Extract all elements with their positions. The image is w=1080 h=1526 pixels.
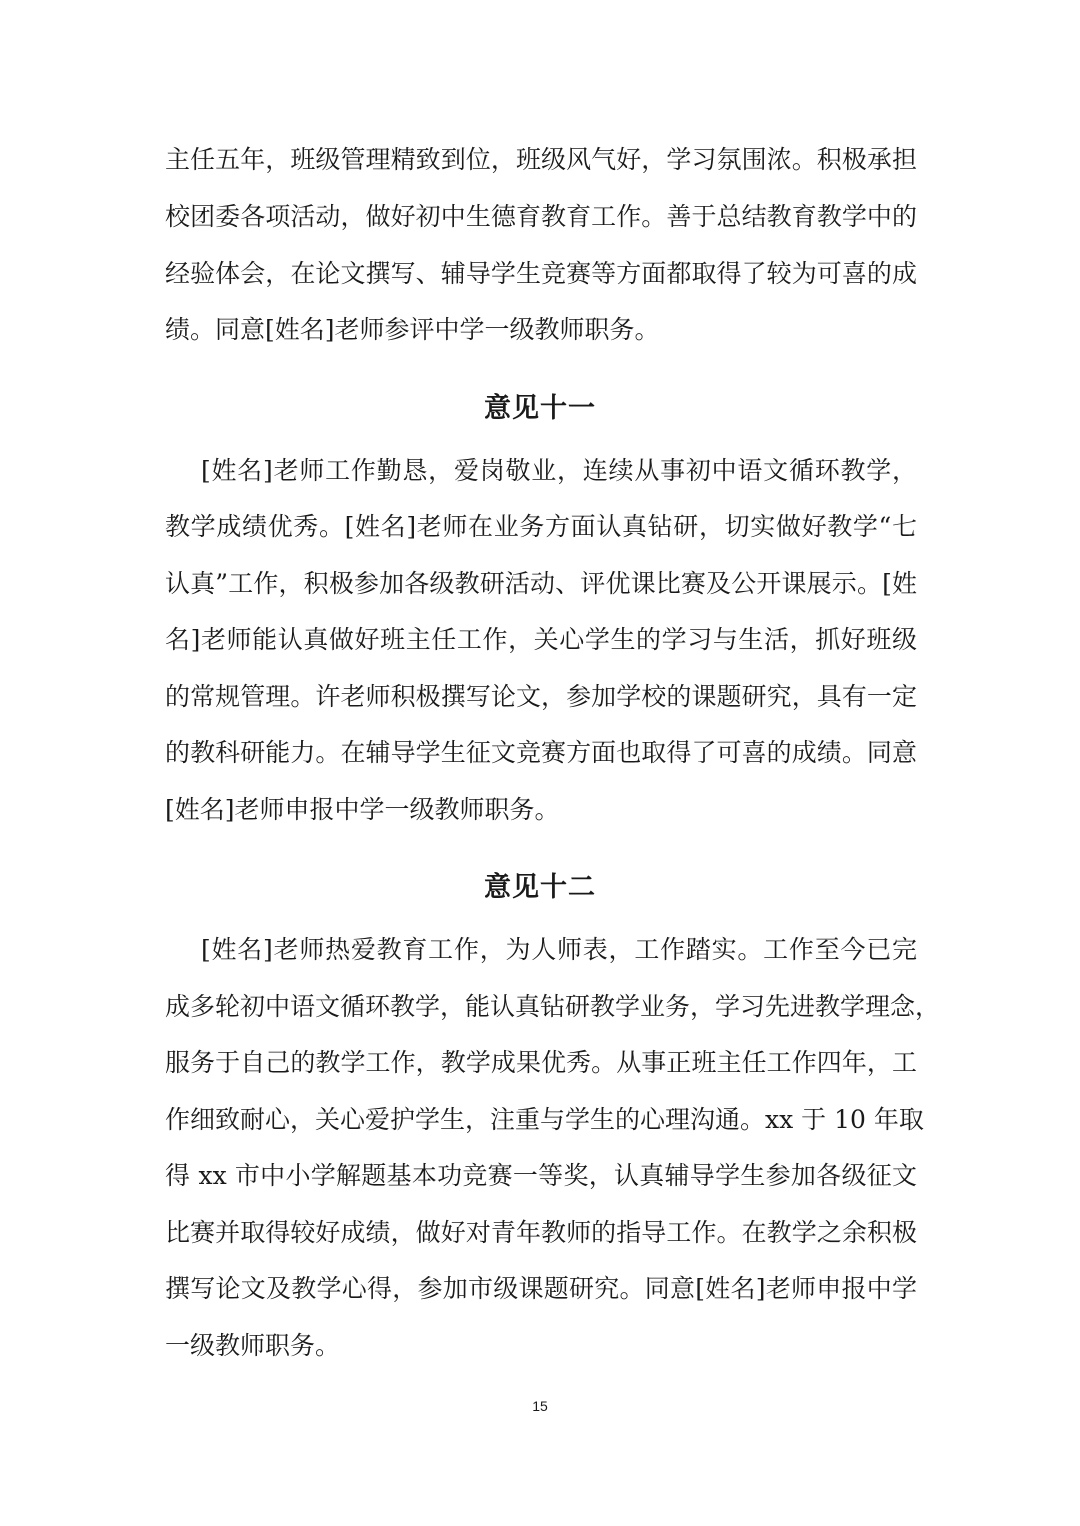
section-11-line-6: 的教科研能力。在辅导学生征文竞赛方面也取得了可喜的成绩。同意 (165, 738, 917, 767)
section-11-heading: 意见十一 (484, 393, 596, 424)
intro-line-1: 主任五年，班级管理精致到位，班级风气好，学习氛围浓。积极承担 (165, 145, 917, 174)
section-12-line-2: 成多轮初中语文循环教学，能认真钻研教学业务，学习先进教学理念， (165, 992, 941, 1021)
section-12-line-3: 服务于自己的教学工作，教学成果优秀。从事正班主任工作四年，工 (165, 1048, 917, 1077)
section-11-line-3: 认真”工作，积极参加各级教研活动、评优课比赛及公开课展示。[姓 (165, 569, 917, 598)
intro-line-4: 绩。同意[姓名]老师参评中学一级教师职务。 (165, 315, 660, 344)
section-12-heading: 意见十二 (484, 872, 596, 903)
section-12-line-6: 比赛并取得较好成绩，做好对青年教师的指导工作。在教学之余积极 (165, 1218, 917, 1247)
section-11-line-7: [姓名]老师申报中学一级教师职务。 (165, 795, 560, 824)
section-11-line-4: 名]老师能认真做好班主任工作，关心学生的学习与生活，抓好班级 (165, 625, 917, 654)
section-12-line-8: 一级教师职务。 (165, 1331, 341, 1360)
section-12-line-1: [姓名]老师热爱教育工作，为人师表，工作踏实。工作至今已完 (201, 935, 917, 964)
section-11-line-5: 的常规管理。许老师积极撰写论文，参加学校的课题研究，具有一定 (165, 682, 917, 711)
section-11-line-2: 教学成绩优秀。[姓名]老师在业务方面认真钻研，切实做好教学“七 (165, 512, 917, 541)
section-12-line-4: 作细致耐心，关心爱护学生，注重与学生的心理沟通。xx 于 10 年取 (165, 1105, 924, 1134)
section-11-line-1: [姓名]老师工作勤恳，爱岗敬业，连续从事初中语文循环教学， (201, 456, 917, 485)
section-12-line-5: 得 xx 市中小学解题基本功竞赛一等奖，认真辅导学生参加各级征文 (165, 1161, 917, 1190)
page-number: 15 (532, 1398, 548, 1414)
intro-line-3: 经验体会，在论文撰写、辅导学生竞赛等方面都取得了较为可喜的成 (165, 259, 917, 288)
intro-line-2: 校团委各项活动，做好初中生德育教育工作。善于总结教育教学中的 (165, 202, 917, 231)
section-12-line-7: 撰写论文及教学心得，参加市级课题研究。同意[姓名]老师申报中学 (165, 1274, 917, 1303)
